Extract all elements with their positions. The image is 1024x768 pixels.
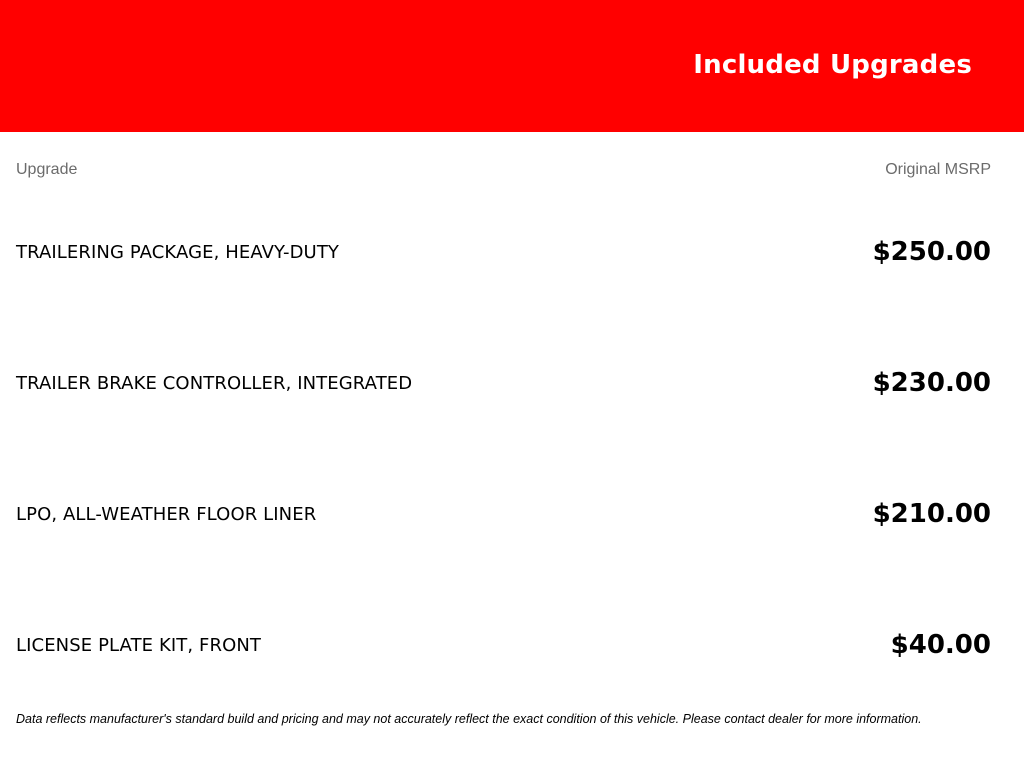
disclaimer-text: Data reflects manufacturer's standard build and pricing and may not accurately reflect the exact condition of this vehicle. Please contact dealer for more information. [16,712,922,726]
column-header-upgrade: Upgrade [16,161,78,178]
column-header-msrp: Original MSRP [885,161,991,178]
upgrade-name: LICENSE PLATE KIT, FRONT [16,634,262,656]
upgrade-row [16,363,991,403]
upgrade-row [16,232,991,272]
upgrade-name: LPO, ALL-WEATHER FLOOR LINER [16,503,317,525]
upgrade-price: $40.00 [890,630,991,660]
page-title: Included Upgrades [693,50,972,80]
column-headers [16,161,991,179]
upgrade-price: $250.00 [872,237,991,267]
upgrade-price: $230.00 [872,368,991,398]
upgrade-name: TRAILERING PACKAGE, HEAVY-DUTY [16,241,340,263]
upgrade-price: $210.00 [872,499,991,529]
upgrades-header [0,0,1024,132]
upgrade-name: TRAILER BRAKE CONTROLLER, INTEGRATED [16,372,413,394]
upgrade-row [16,494,991,534]
upgrade-row [16,625,991,665]
